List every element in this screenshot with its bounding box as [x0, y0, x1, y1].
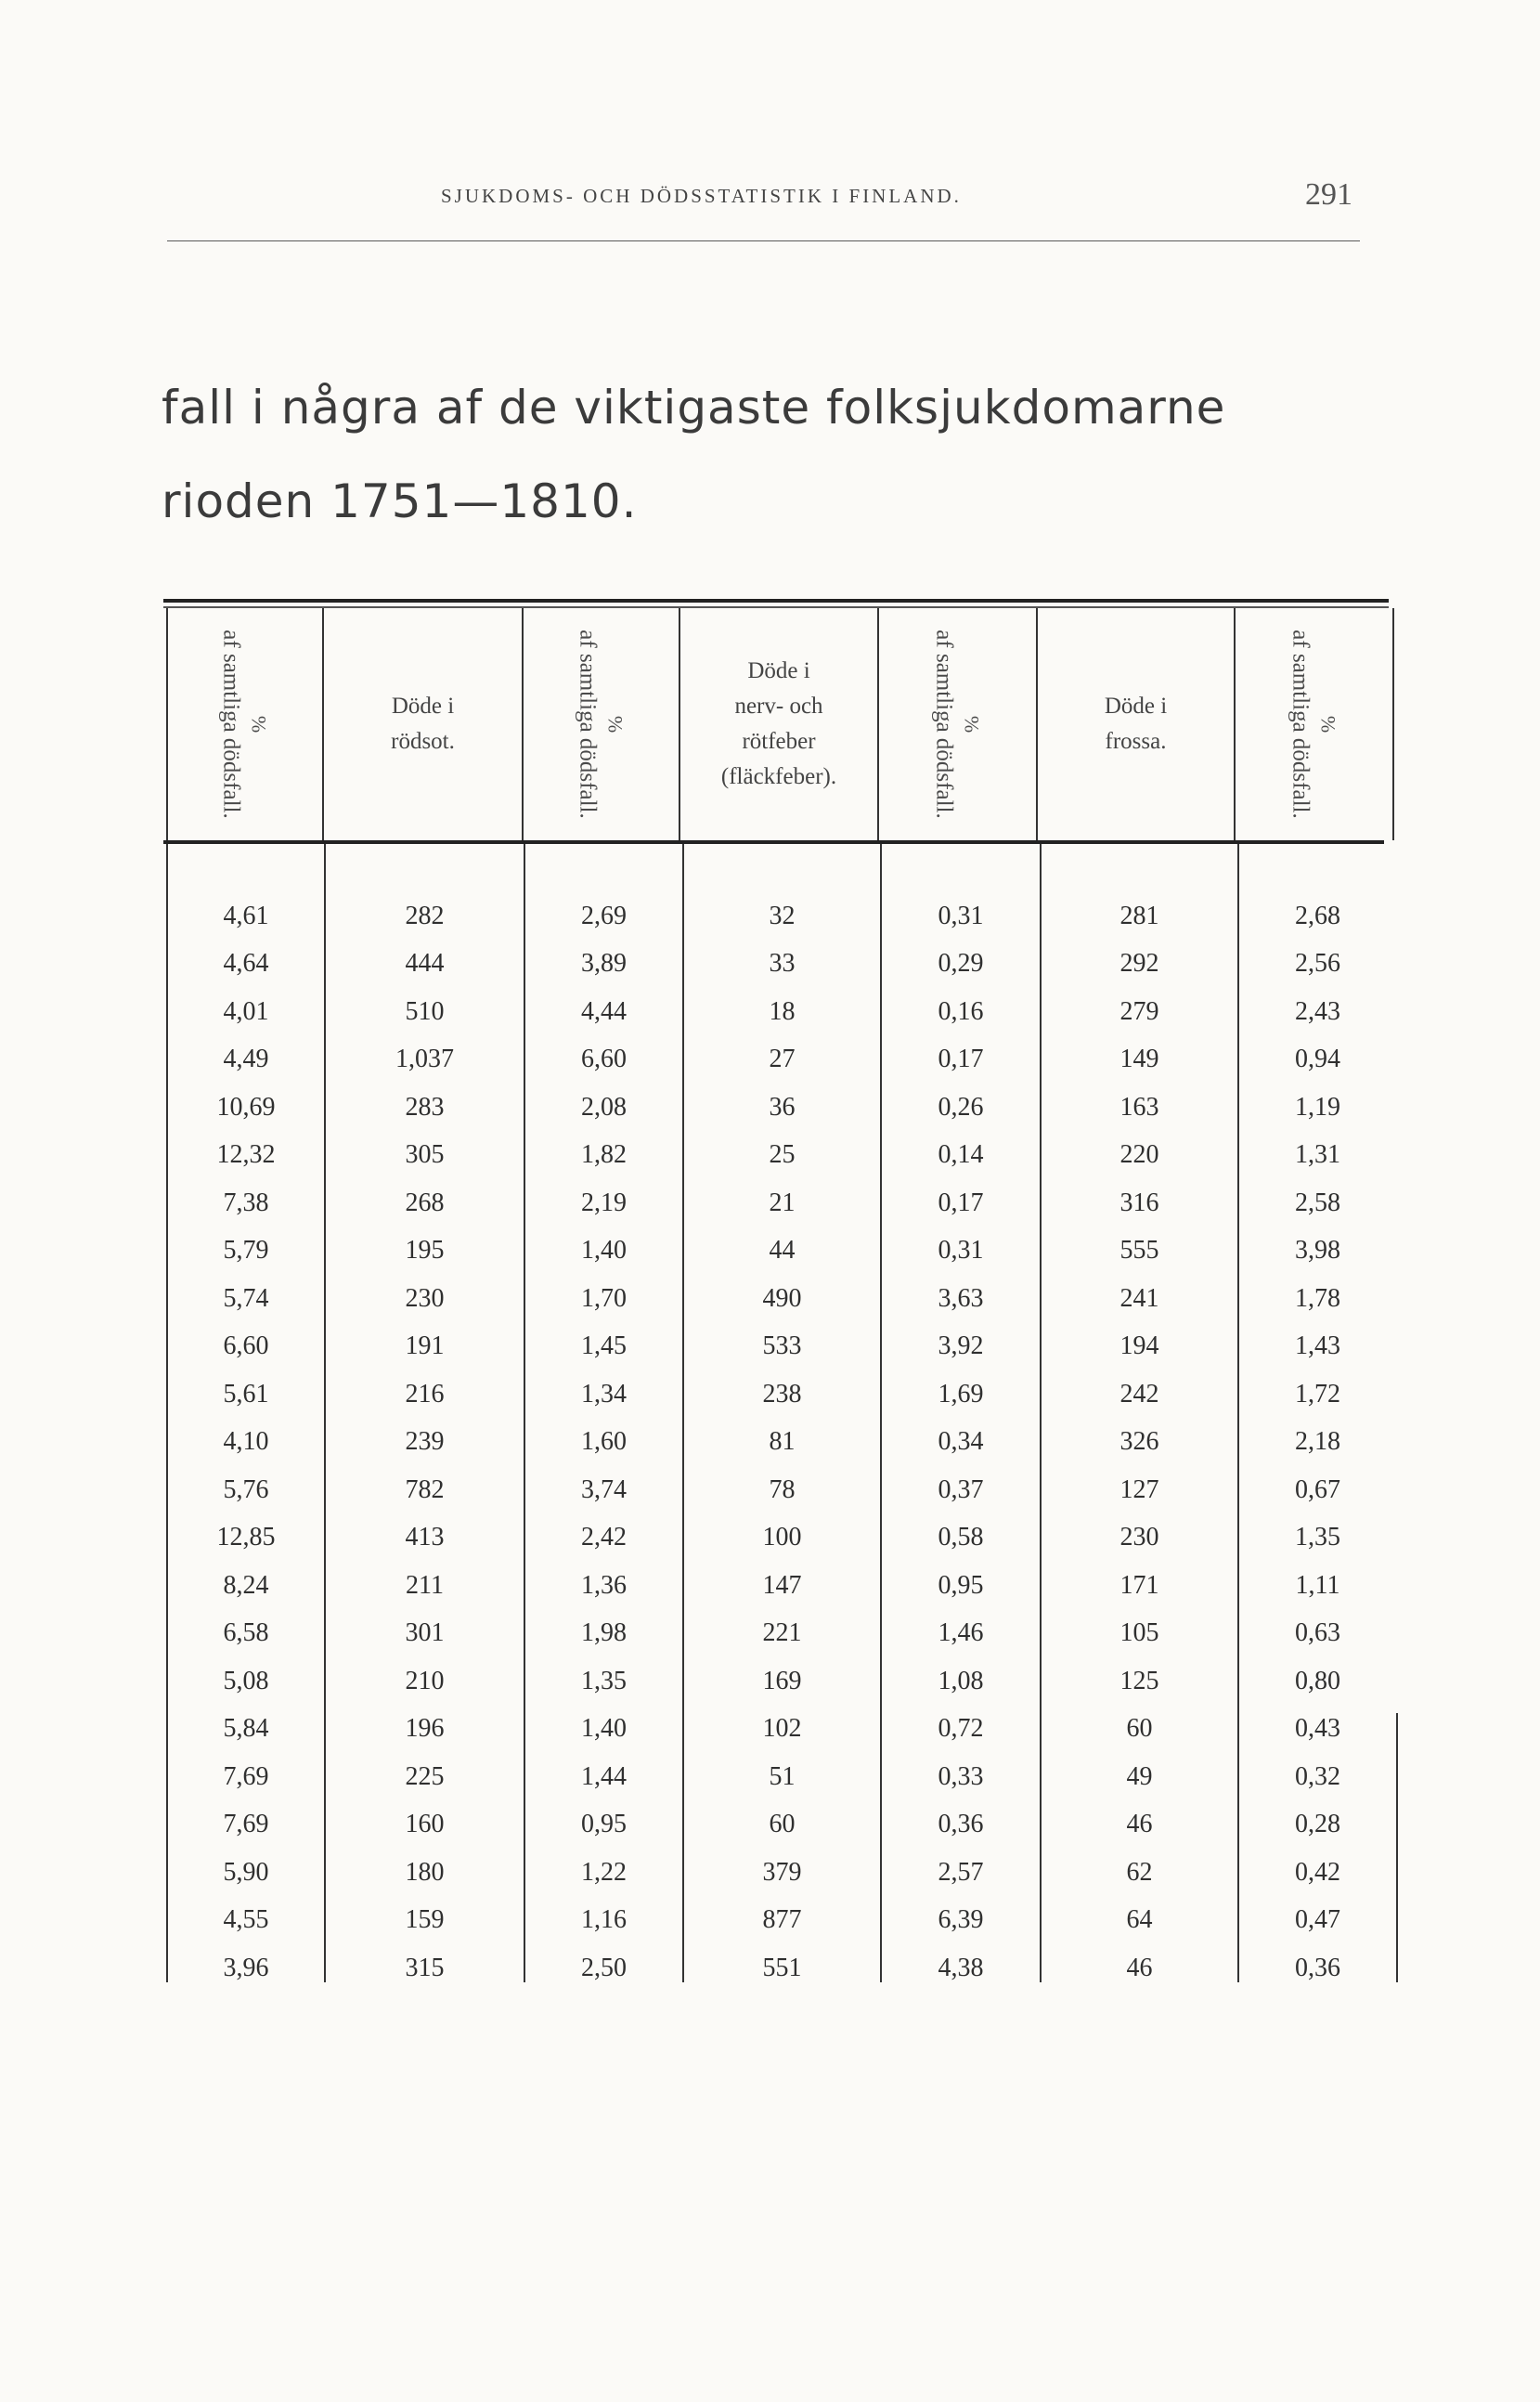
rodsot-cell: 216 [405, 1379, 445, 1409]
pct-nervfeber-cell: 0,16 [938, 996, 984, 1026]
rodsot-cell: 160 [405, 1810, 445, 1839]
pct-frossa-cell: 1,72 [1295, 1379, 1340, 1409]
nervfeber-cell: 25 [769, 1140, 796, 1170]
header-pct-rodsot [168, 610, 322, 838]
pct-frossa-cell: 0,80 [1295, 1666, 1340, 1695]
table-row [163, 1036, 1389, 1084]
pct-frossa-cell: 1,19 [1295, 1092, 1340, 1122]
column-divider [1392, 608, 1394, 840]
pct-nervfeber-cell: 1,46 [938, 1618, 984, 1648]
nervfeber-cell: 21 [769, 1188, 796, 1217]
pct-sign: % [960, 715, 984, 734]
nervfeber-cell: 60 [769, 1810, 796, 1839]
nervfeber-cell: 221 [762, 1618, 802, 1648]
frossa-cell: 555 [1119, 1236, 1159, 1266]
rodsot-cell: 225 [405, 1761, 445, 1791]
pct-rodsot-cell: 7,69 [223, 1810, 269, 1839]
nervfeber-cell: 78 [769, 1474, 796, 1504]
frossa-cell: 230 [1119, 1523, 1159, 1552]
header-pct-rodsot-2 [524, 610, 679, 838]
nervfeber-cell: 238 [762, 1379, 802, 1409]
pct-nervfeber-cell: 0,37 [938, 1474, 984, 1504]
frossa-cell: 194 [1119, 1331, 1159, 1361]
pct-frossa-cell: 0,42 [1295, 1857, 1340, 1887]
rodsot-cell: 195 [405, 1236, 445, 1266]
page-number: 291 [1305, 177, 1352, 212]
pct-nervfeber-cell: 0,26 [938, 1092, 984, 1122]
pct-nervfeber-cell: 0,14 [938, 1140, 984, 1170]
pct-rodsot2-cell: 2,19 [581, 1188, 627, 1217]
table-row [163, 1706, 1389, 1754]
pct-rodsot2-cell: 0,95 [581, 1810, 627, 1839]
nervfeber-cell: 51 [769, 1761, 796, 1791]
pct-frossa-cell: 0,43 [1295, 1714, 1340, 1744]
table-top-rule-thin [163, 606, 1389, 608]
nervfeber-cell: 490 [762, 1283, 802, 1313]
table-row [163, 1323, 1389, 1371]
header-label: af samtliga dödsfall. [219, 630, 245, 819]
pct-nervfeber-cell: 1,08 [938, 1666, 984, 1695]
header-pct-nervfeber [879, 610, 1036, 838]
rodsot-cell: 196 [405, 1714, 445, 1744]
table-row [163, 1657, 1389, 1706]
frossa-cell: 49 [1126, 1761, 1153, 1791]
pct-rodsot2-cell: 4,44 [581, 996, 627, 1026]
table-row [163, 1370, 1389, 1419]
header-dode-frossa [1038, 610, 1234, 838]
nervfeber-cell: 18 [769, 996, 796, 1026]
pct-sign: % [1316, 715, 1340, 734]
pct-nervfeber-cell: 3,92 [938, 1331, 984, 1361]
pct-nervfeber-cell: 0,17 [938, 1188, 984, 1217]
pct-rodsot-cell: 5,08 [223, 1666, 269, 1695]
frossa-cell: 316 [1119, 1188, 1159, 1217]
pct-frossa-cell: 1,11 [1295, 1570, 1340, 1600]
pct-rodsot-cell: 12,85 [216, 1523, 276, 1552]
pct-rodsot2-cell: 1,16 [581, 1905, 627, 1935]
frossa-cell: 242 [1119, 1379, 1159, 1409]
header-bottom-rule [163, 840, 1384, 844]
pct-rodsot2-cell: 1,98 [581, 1618, 627, 1648]
header-line: Döde i [747, 658, 810, 683]
pct-rodsot2-cell: 1,34 [581, 1379, 627, 1409]
table-row [163, 1897, 1389, 1945]
table-row [163, 1419, 1389, 1467]
rodsot-cell: 301 [405, 1618, 445, 1648]
pct-rodsot-cell: 6,60 [223, 1331, 269, 1361]
rodsot-cell: 444 [405, 949, 445, 979]
nervfeber-cell: 169 [762, 1666, 802, 1695]
pct-rodsot2-cell: 3,74 [581, 1474, 627, 1504]
table-row [163, 1562, 1389, 1610]
header-dode-rodsot [324, 610, 522, 838]
nervfeber-cell: 102 [762, 1714, 802, 1744]
nervfeber-cell: 36 [769, 1092, 796, 1122]
pct-rodsot-cell: 8,24 [223, 1570, 269, 1600]
pct-nervfeber-cell: 6,39 [938, 1905, 984, 1935]
frossa-cell: 125 [1119, 1666, 1159, 1695]
pct-nervfeber-cell: 0,95 [938, 1570, 984, 1600]
rodsot-cell: 180 [405, 1857, 445, 1887]
rodsot-cell: 282 [405, 901, 445, 930]
header-line: rötfeber [742, 729, 816, 754]
table-heading-line-1: fall i några af de viktigaste folksjukdomarne [162, 381, 1226, 435]
column-divider [1396, 1713, 1398, 1982]
rodsot-cell: 159 [405, 1905, 445, 1935]
table-row [163, 941, 1389, 989]
rodsot-cell: 191 [405, 1331, 445, 1361]
pct-frossa-cell: 1,78 [1295, 1283, 1340, 1313]
table-heading-line-2: rioden 1751—1810. [162, 474, 638, 528]
nervfeber-cell: 27 [769, 1045, 796, 1074]
table-row [163, 988, 1389, 1036]
rodsot-cell: 211 [406, 1570, 444, 1600]
frossa-cell: 326 [1119, 1427, 1159, 1457]
frossa-cell: 171 [1119, 1570, 1159, 1600]
pct-nervfeber-cell: 0,29 [938, 949, 984, 979]
frossa-cell: 220 [1119, 1140, 1159, 1170]
pct-nervfeber-cell: 0,33 [938, 1761, 984, 1791]
table-body [163, 892, 1389, 1993]
pct-nervfeber-cell: 0,72 [938, 1714, 984, 1744]
pct-frossa-cell: 0,36 [1295, 1953, 1340, 1982]
pct-frossa-cell: 1,31 [1295, 1140, 1340, 1170]
pct-rodsot-cell: 4,55 [223, 1905, 269, 1935]
pct-nervfeber-cell: 0,31 [938, 901, 984, 930]
nervfeber-cell: 379 [762, 1857, 802, 1887]
pct-frossa-cell: 2,58 [1295, 1188, 1340, 1217]
pct-rodsot2-cell: 3,89 [581, 949, 627, 979]
frossa-cell: 149 [1119, 1045, 1159, 1074]
frossa-cell: 127 [1119, 1474, 1159, 1504]
rodsot-cell: 315 [405, 1953, 445, 1982]
table-row [163, 1610, 1389, 1658]
pct-rodsot2-cell: 1,36 [581, 1570, 627, 1600]
pct-rodsot-cell: 5,74 [223, 1283, 269, 1313]
rodsot-cell: 305 [405, 1140, 445, 1170]
pct-nervfeber-cell: 0,17 [938, 1045, 984, 1074]
pct-rodsot-cell: 10,69 [216, 1092, 276, 1122]
pct-rodsot-cell: 4,64 [223, 949, 269, 979]
pct-frossa-cell: 1,43 [1295, 1331, 1340, 1361]
header-label: af samtliga dödsfall. [575, 630, 601, 819]
pct-rodsot-cell: 12,32 [216, 1140, 276, 1170]
pct-rodsot-cell: 5,84 [223, 1714, 269, 1744]
frossa-cell: 62 [1126, 1857, 1153, 1887]
header-label: af samtliga dödsfall. [1288, 630, 1314, 819]
frossa-cell: 292 [1119, 949, 1159, 979]
pct-rodsot2-cell: 2,42 [581, 1523, 627, 1552]
pct-rodsot-cell: 4,61 [223, 901, 269, 930]
nervfeber-cell: 32 [769, 901, 796, 930]
header-line: frossa. [1105, 729, 1167, 754]
table-top-rule [163, 599, 1389, 603]
pct-rodsot-cell: 4,49 [223, 1045, 269, 1074]
table-row [163, 892, 1389, 941]
header-dode-nervfeber [680, 610, 877, 838]
pct-frossa-cell: 0,32 [1295, 1761, 1340, 1791]
frossa-cell: 60 [1126, 1714, 1153, 1744]
pct-rodsot2-cell: 1,44 [581, 1761, 627, 1791]
pct-rodsot2-cell: 2,69 [581, 901, 627, 930]
pct-rodsot-cell: 5,90 [223, 1857, 269, 1887]
frossa-cell: 64 [1126, 1905, 1153, 1935]
frossa-cell: 163 [1119, 1092, 1159, 1122]
pct-rodsot-cell: 3,96 [223, 1953, 269, 1982]
pct-nervfeber-cell: 4,38 [938, 1953, 984, 1982]
frossa-cell: 46 [1126, 1953, 1153, 1982]
table-row [163, 1944, 1389, 1993]
pct-frossa-cell: 1,35 [1295, 1523, 1340, 1552]
rodsot-cell: 1,037 [395, 1045, 454, 1074]
pct-rodsot-cell: 7,38 [223, 1188, 269, 1217]
nervfeber-cell: 551 [762, 1953, 802, 1982]
pct-rodsot-cell: 4,01 [223, 996, 269, 1026]
pct-frossa-cell: 0,28 [1295, 1810, 1340, 1839]
pct-sign: % [603, 715, 628, 734]
pct-nervfeber-cell: 1,69 [938, 1379, 984, 1409]
nervfeber-cell: 44 [769, 1236, 796, 1266]
pct-nervfeber-cell: 0,58 [938, 1523, 984, 1552]
header-line: Döde i [391, 694, 455, 719]
pct-nervfeber-cell: 0,34 [938, 1427, 984, 1457]
pct-nervfeber-cell: 2,57 [938, 1857, 984, 1887]
table-row [163, 1275, 1389, 1323]
header-line: (fläckfeber). [720, 764, 837, 789]
pct-nervfeber-cell: 0,36 [938, 1810, 984, 1839]
rodsot-cell: 268 [405, 1188, 445, 1217]
pct-frossa-cell: 0,67 [1295, 1474, 1340, 1504]
header-line: nerv- och [734, 694, 823, 719]
nervfeber-cell: 877 [762, 1905, 802, 1935]
table-row [163, 1801, 1389, 1850]
header-line: rödsot. [391, 729, 455, 754]
frossa-cell: 281 [1119, 901, 1159, 930]
pct-rodsot2-cell: 1,45 [581, 1331, 627, 1361]
pct-rodsot2-cell: 1,40 [581, 1236, 627, 1266]
pct-frossa-cell: 0,47 [1295, 1905, 1340, 1935]
frossa-cell: 241 [1119, 1283, 1159, 1313]
pct-rodsot2-cell: 1,40 [581, 1714, 627, 1744]
table-row [163, 1514, 1389, 1563]
nervfeber-cell: 81 [769, 1427, 796, 1457]
pct-rodsot-cell: 5,61 [223, 1379, 269, 1409]
pct-rodsot2-cell: 2,08 [581, 1092, 627, 1122]
pct-frossa-cell: 3,98 [1295, 1236, 1340, 1266]
header-pct-frossa [1236, 610, 1392, 838]
rodsot-cell: 210 [405, 1666, 445, 1695]
table-row [163, 1466, 1389, 1514]
pct-frossa-cell: 0,94 [1295, 1045, 1340, 1074]
header-line: Döde i [1104, 694, 1168, 719]
pct-rodsot2-cell: 1,22 [581, 1857, 627, 1887]
running-header [167, 177, 1360, 241]
pct-frossa-cell: 2,68 [1295, 901, 1340, 930]
pct-rodsot-cell: 4,10 [223, 1427, 269, 1457]
rodsot-cell: 413 [405, 1523, 445, 1552]
pct-rodsot2-cell: 1,70 [581, 1283, 627, 1313]
pct-rodsot2-cell: 1,60 [581, 1427, 627, 1457]
table-row [163, 1132, 1389, 1180]
rodsot-cell: 230 [405, 1283, 445, 1313]
rodsot-cell: 239 [405, 1427, 445, 1457]
table-row [163, 1084, 1389, 1132]
frossa-cell: 46 [1126, 1810, 1153, 1839]
header-label: af samtliga dödsfall. [931, 630, 957, 819]
rodsot-cell: 782 [405, 1474, 445, 1504]
pct-sign: % [248, 715, 272, 734]
running-title: SJUKDOMS- OCH DÖDSSTATISTIK I FINLAND. [441, 185, 962, 207]
table-row [163, 1179, 1389, 1227]
pct-frossa-cell: 2,18 [1295, 1427, 1340, 1457]
pct-rodsot2-cell: 6,60 [581, 1045, 627, 1074]
pct-rodsot2-cell: 2,50 [581, 1953, 627, 1982]
pct-frossa-cell: 0,63 [1295, 1618, 1340, 1648]
pct-rodsot-cell: 6,58 [223, 1618, 269, 1648]
table-row [163, 1753, 1389, 1801]
pct-nervfeber-cell: 0,31 [938, 1236, 984, 1266]
nervfeber-cell: 100 [762, 1523, 802, 1552]
table-row [163, 1227, 1389, 1276]
pct-rodsot2-cell: 1,82 [581, 1140, 627, 1170]
pct-rodsot-cell: 5,76 [223, 1474, 269, 1504]
mortality-table [163, 599, 1389, 1982]
pct-nervfeber-cell: 3,63 [938, 1283, 984, 1313]
frossa-cell: 105 [1119, 1618, 1159, 1648]
pct-frossa-cell: 2,56 [1295, 949, 1340, 979]
frossa-cell: 279 [1119, 996, 1159, 1026]
rodsot-cell: 510 [405, 996, 445, 1026]
pct-rodsot-cell: 5,79 [223, 1236, 269, 1266]
pct-rodsot2-cell: 1,35 [581, 1666, 627, 1695]
rodsot-cell: 283 [405, 1092, 445, 1122]
nervfeber-cell: 147 [762, 1570, 802, 1600]
table-row [163, 1849, 1389, 1897]
pct-frossa-cell: 2,43 [1295, 996, 1340, 1026]
nervfeber-cell: 33 [769, 949, 796, 979]
nervfeber-cell: 533 [762, 1331, 802, 1361]
pct-rodsot-cell: 7,69 [223, 1761, 269, 1791]
